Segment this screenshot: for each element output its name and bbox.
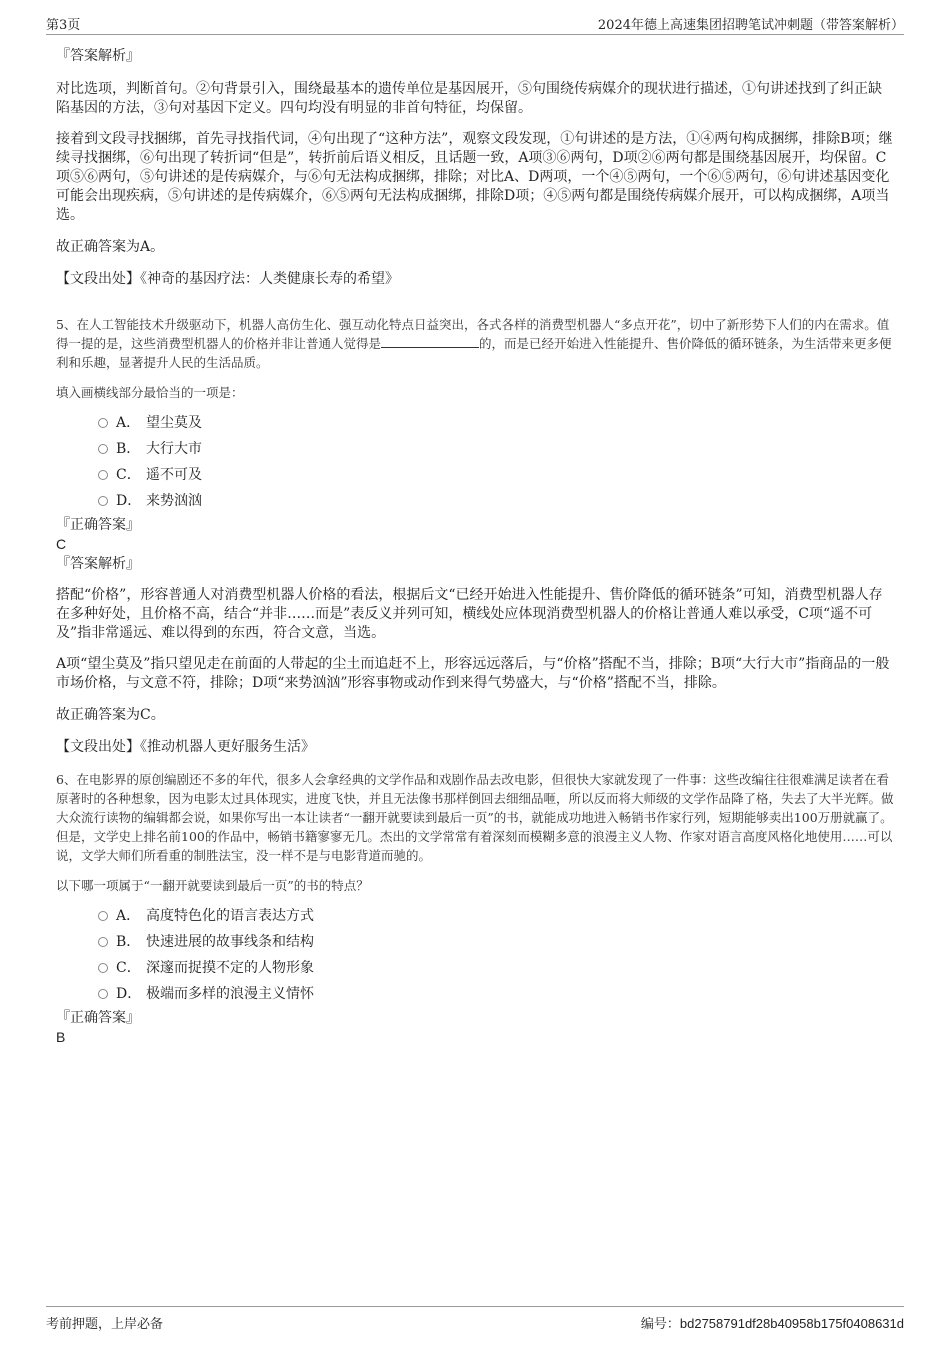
q6-option-c[interactable]: C． 深邃而捉摸不定的人物形象 <box>56 955 894 981</box>
footer-note: 考前押题，上岸必备 <box>46 1317 164 1332</box>
q5-correct-label: 『正确答案』 <box>56 517 140 533</box>
q4-analysis-p1: 对比选项，判断首句。②句背景引入，围绕最基本的遗传单位是基因展开，⑤句围绕传病媒介的现状进行描述，①句讲述找到了纠正缺陷基因的方法，③句对基因下定义。四句均没有明显的非首句特征，均保留。 <box>56 81 882 116</box>
q5-conclusion: 故正确答案为C。 <box>56 707 165 723</box>
q5-option-a[interactable]: A． 望尘莫及 <box>56 410 894 436</box>
q5-option-c[interactable]: C． 遥不可及 <box>56 462 894 488</box>
document-title: 2024年德上高速集团招聘笔试冲刺题（带答案解析） <box>597 18 904 33</box>
q6-prompt: 以下哪一项属于“一翻开就要读到最后一页”的书的特点？ <box>56 878 369 893</box>
q5-options <box>56 410 894 514</box>
q5-prompt: 填入画横线部分最恰当的一项是： <box>56 385 244 400</box>
fill-blank <box>381 335 479 348</box>
radio-icon[interactable] <box>98 963 108 973</box>
page-footer <box>46 1306 904 1331</box>
q5-analysis-label: 『答案解析』 <box>56 556 140 572</box>
page-header <box>46 12 904 35</box>
radio-icon[interactable] <box>98 911 108 921</box>
page-number: 第3页 <box>46 18 81 33</box>
q5-source: 【文段出处】《推动机器人更好服务生活》 <box>56 739 315 755</box>
q5-analysis-p2: A项“望尘莫及”指只望见走在前面的人带起的尘土而追赶不上，形容远远落后，与“价格”搭配不当，排除；B项“大行大市”指商品的一般市场价格，与文意不符，排除；D项“来势汹汹”形容事物或动作到来得气势盛大，与“价格”搭配不当，排除。 <box>56 656 890 691</box>
q4-conclusion: 故正确答案为A。 <box>56 239 165 255</box>
q6-options <box>56 903 894 1007</box>
q4-analysis-p2: 接着到文段寻找捆绑，首先寻找指代词，④句出现了“这种方法”，观察文段发现，①句讲述的是方法，①④两句构成捆绑，排除B项；继续寻找捆绑，⑥句出现了转折词“但是”，转折前后语义相反，且话题一致，A项③⑥两句，D项②⑥两句都是围绕基因展开，均保留。C项⑤⑥两句，⑤句讲述的是传病媒介，与⑥句无法构成捆绑，排除；对比A、D两项，一个④⑤两句，一个⑥⑤两句，⑥句讲述基因变化可能会出现疾病，⑤句讲述的是传病媒介，⑥⑤两句无法构成捆绑，排除D项；④⑤两句都是围绕传病媒介展开，可以构成捆绑，A项当选。 <box>56 131 893 223</box>
radio-icon[interactable] <box>98 496 108 506</box>
q5-option-d[interactable]: D． 来势汹汹 <box>56 488 894 514</box>
q6-option-a[interactable]: A． 高度特色化的语言表达方式 <box>56 903 894 929</box>
q6-stem: 6、在电影界的原创编剧还不多的年代，很多人会拿经典的文学作品和戏剧作品去改电影，但很快大家就发现了一件事：这些改编往往很难满足读者在看原著时的各种想象，因为电影太过具体现实，进度飞快，并且无法像书那样倒回去细细品咂，所以反而将大师级的文学作品降了格，失去了大半光辉。做大众流行读物的编辑都会说，如果你写出一本让读者“一翻开就要读到最后一页”的书，就能成功地进入畅销书作家行列，短期能够卖出100万册就赢了。但是，文学史上排名前100的作品中，畅销书籍寥寥无几。杰出的文学常常有着深刻而模糊多意的浪漫主义人物、作家对语言高度风格化地使用……可以说，文学大师们所看重的制胜法宝，没一样不是与电影背道而驰的。 <box>56 772 894 863</box>
q5-analysis-p1: 搭配“价格”，形容普通人对消费型机器人价格的看法，根据后文“已经开始进入性能提升、售价降低的循环链条”可知，消费型机器人存在多种好处，且价格不高，结合“并非……而是”表反义并列可知，横线处应体现消费型机器人的价格让普通人难以承受，C项“遥不可及”指非常遥远、难以得到的东西，符合文意，当选。 <box>56 587 883 641</box>
q5-stem: 5、在人工智能技术升级驱动下，机器人高仿生化、强互动化特点日益突出，各式各样的消费型机器人“多点开花”，切中了新形势下人们的内在需求。值得一提的是，这些消费型机器人的价格并非让普通人觉得是 的，而是已经开始进入性能提升、售价降低的循环链条，为生活带来更多便利和乐趣，显著提升人民的生活品质。 <box>56 317 892 370</box>
q5-option-b[interactable]: B． 大行大市 <box>56 436 894 462</box>
q6-option-d[interactable]: D． 极端而多样的浪漫主义情怀 <box>56 981 894 1007</box>
radio-icon[interactable] <box>98 444 108 454</box>
q5-correct-answer: C <box>56 536 67 552</box>
radio-icon[interactable] <box>98 989 108 999</box>
document-code: 编号：bd2758791df28b40958b175f0408631d <box>640 1316 904 1332</box>
q6-correct-answer: B <box>56 1029 66 1045</box>
radio-icon[interactable] <box>98 470 108 480</box>
q6-correct-label: 『正确答案』 <box>56 1010 140 1026</box>
q6-option-b[interactable]: B． 快速进展的故事线条和结构 <box>56 929 894 955</box>
page-content <box>56 42 894 1046</box>
radio-icon[interactable] <box>98 418 108 428</box>
q4-analysis-label: 『答案解析』 <box>56 48 140 64</box>
radio-icon[interactable] <box>98 937 108 947</box>
q4-source: 【文段出处】《神奇的基因疗法：人类健康长寿的希望》 <box>56 271 399 287</box>
